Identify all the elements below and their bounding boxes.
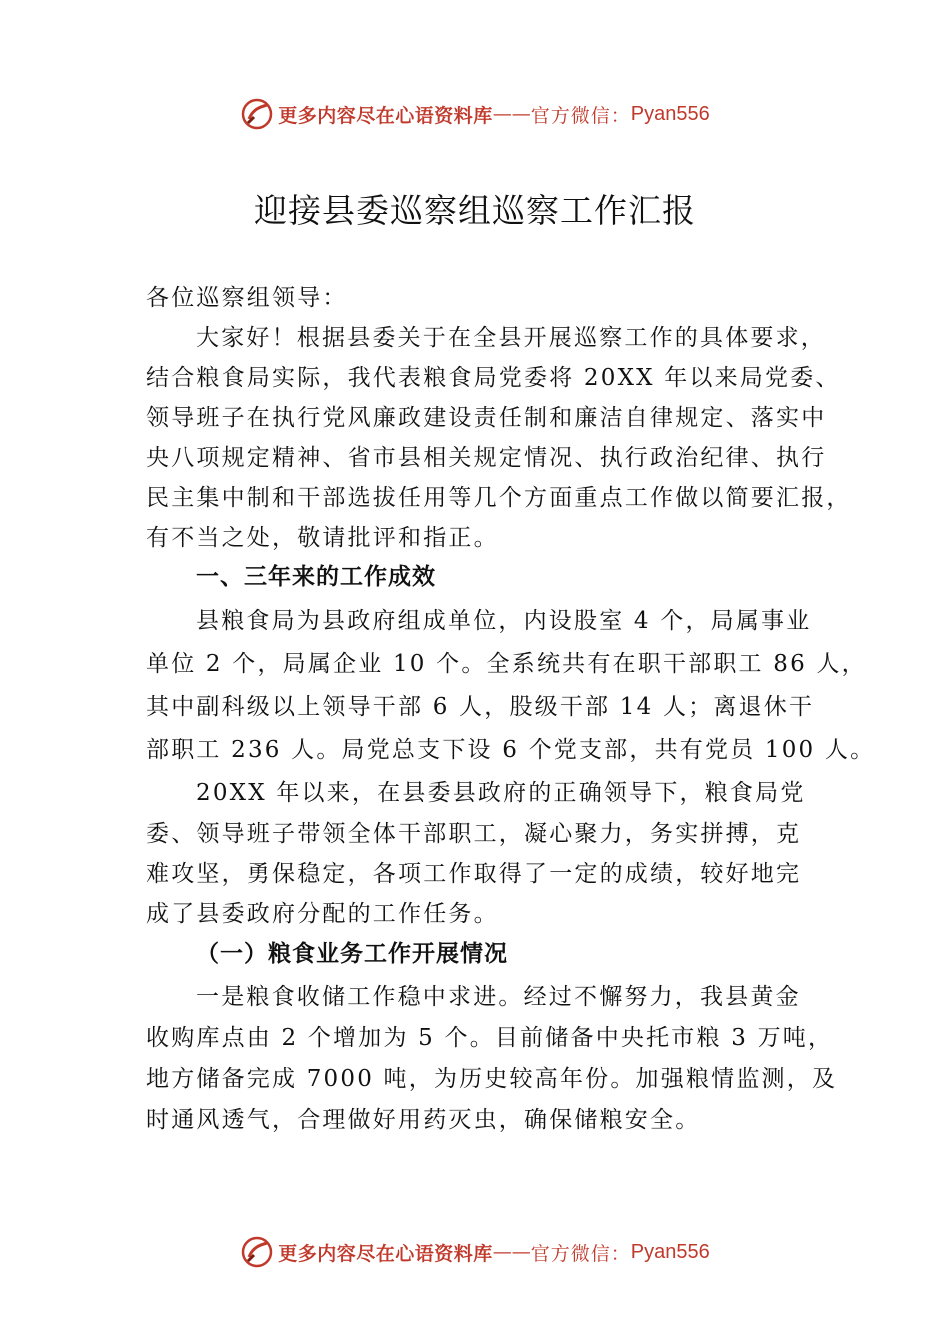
intro-line: 领导班子在执行党风廉政建设责任制和廉洁自律规定、落实中 xyxy=(146,405,827,431)
salutation: 各位巡察组领导： xyxy=(146,285,348,311)
intro-line: 有不当之处，敬请批评和指正。 xyxy=(146,525,499,551)
header-banner xyxy=(0,94,950,134)
logo-icon xyxy=(240,97,274,131)
paragraph-line: 县粮食局为县政府组成单位，内设股室 4 个，局属事业 xyxy=(196,608,812,634)
banner-text: 更多内容尽在心语资料库 xyxy=(278,1242,493,1265)
section-heading: 一、三年来的工作成效 xyxy=(196,564,436,590)
intro-line: 民主集中制和干部选拔任用等几个方面重点工作做以简要汇报， xyxy=(146,485,852,511)
paragraph-line: 20XX 年以来，在县委县政府的正确领导下，粮食局党 xyxy=(196,780,806,806)
banner-wechat-label: 官方微信： xyxy=(530,1242,631,1265)
subsection-heading: （一）粮食业务工作开展情况 xyxy=(196,941,508,967)
banner-wechat-id: Pyan556 xyxy=(630,102,710,125)
intro-line: 央八项规定精神、省市县相关规定情况、执行政治纪律、执行 xyxy=(146,445,827,471)
paragraph-line: 难攻坚，勇保稳定，各项工作取得了一定的成绩，较好地完 xyxy=(146,861,802,887)
footer-banner xyxy=(0,1232,950,1272)
paragraph-line: 一是粮食收储工作稳中求进。经过不懈努力，我县黄金 xyxy=(196,984,801,1010)
page-title: 迎接县委巡察组巡察工作汇报 xyxy=(254,191,696,230)
paragraph-line: 收购库点由 2 个增加为 5 个。目前储备中央托市粮 3 万吨， xyxy=(146,1025,834,1051)
banner-dash: —— xyxy=(492,1241,531,1263)
banner-dash: —— xyxy=(492,103,531,125)
intro-line: 大家好！根据县委关于在全县开展巡察工作的具体要求， xyxy=(196,325,826,351)
banner-wechat-label: 官方微信： xyxy=(530,104,631,127)
paragraph-line: 地方储备完成 7000 吨，为历史较高年份。加强粮情监测，及 xyxy=(146,1066,838,1092)
paragraph-line: 成了县委政府分配的工作任务。 xyxy=(146,901,499,927)
paragraph-line: 时通风透气，合理做好用药灭虫，确保储粮安全。 xyxy=(146,1107,701,1133)
logo-icon xyxy=(240,1235,274,1269)
paragraph-line: 部职工 236 人。局党总支下设 6 个党支部，共有党员 100 人。 xyxy=(146,737,876,763)
banner-wechat-id: Pyan556 xyxy=(630,1240,710,1263)
paragraph-line: 单位 2 个，局属企业 10 个。全系统共有在职干部职工 86 人， xyxy=(146,651,867,677)
paragraph-line: 其中副科级以上领导干部 6 人，股级干部 14 人；离退休干 xyxy=(146,694,815,720)
intro-line: 结合粮食局实际，我代表粮食局党委将 20XX 年以来局党委、 xyxy=(146,365,841,391)
paragraph-line: 委、领导班子带领全体干部职工，凝心聚力，务实拼搏，克 xyxy=(146,821,802,847)
banner-text: 更多内容尽在心语资料库 xyxy=(278,104,493,127)
